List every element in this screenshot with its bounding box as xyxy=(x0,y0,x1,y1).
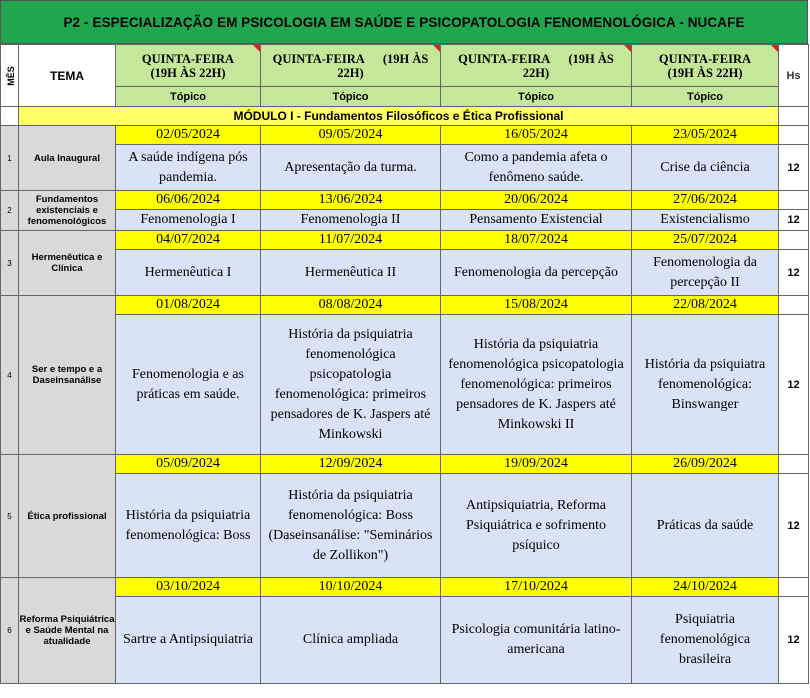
date-cell: 05/09/2024 xyxy=(116,455,261,474)
hours-cell: 12 xyxy=(779,250,809,296)
date-cell: 25/07/2024 xyxy=(632,231,779,250)
month-number: 3 xyxy=(1,231,19,296)
month-number: 2 xyxy=(1,191,19,231)
hs-spacer xyxy=(779,191,809,210)
date-cell: 13/06/2024 xyxy=(261,191,441,210)
theme-cell: Reforma Psiquiátrica e Saúde Mental na atualidade xyxy=(19,578,116,684)
module-spacer xyxy=(779,107,809,126)
hs-spacer xyxy=(779,578,809,597)
hs-spacer xyxy=(779,296,809,315)
theme-cell: Fundamentos existenciais e fenomenológicos xyxy=(19,191,116,231)
topic-cell: Fenomenologia da percepção II xyxy=(632,250,779,296)
schedule-table xyxy=(0,44,809,684)
hs-spacer xyxy=(779,231,809,250)
date-cell: 20/06/2024 xyxy=(441,191,632,210)
topic-cell: Psicologia comunitária latino-americana xyxy=(441,597,632,684)
date-cell: 26/09/2024 xyxy=(632,455,779,474)
header-topic: Tópico xyxy=(632,87,779,107)
date-cell: 27/06/2024 xyxy=(632,191,779,210)
header-day-1: QUINTA-FEIRA (19H ÀS 22H) xyxy=(116,45,261,87)
topic-cell: História da psiquiatria fenomenológica: Boss xyxy=(116,474,261,578)
topic-cell: Fenomenologia da percepção xyxy=(441,250,632,296)
date-cell: 24/10/2024 xyxy=(632,578,779,597)
date-cell: 19/09/2024 xyxy=(441,455,632,474)
theme-cell: Ética profissional xyxy=(19,455,116,578)
month-number: 4 xyxy=(1,296,19,455)
date-cell: 17/10/2024 xyxy=(441,578,632,597)
date-cell: 09/05/2024 xyxy=(261,126,441,145)
month-number: 1 xyxy=(1,126,19,191)
topic-cell: Sartre a Antipsiquiatria xyxy=(116,597,261,684)
date-cell: 12/09/2024 xyxy=(261,455,441,474)
date-cell: 22/08/2024 xyxy=(632,296,779,315)
theme-cell: Aula Inaugural xyxy=(19,126,116,191)
hs-spacer xyxy=(779,126,809,145)
date-cell: 06/06/2024 xyxy=(116,191,261,210)
topic-cell: Apresentação da turma. xyxy=(261,145,441,191)
topic-cell: Hermenêutica II xyxy=(261,250,441,296)
header-mes: MÊS xyxy=(1,45,19,107)
topic-cell: Clínica ampliada xyxy=(261,597,441,684)
topic-cell: A saúde indígena pós pandemia. xyxy=(116,145,261,191)
topic-cell: História da psiquiatria fenomenológica psicopatologia fenomenológica: primeiros pensadores de K. Jaspers até Minkowski II xyxy=(441,315,632,455)
topic-cell: História da psiquiatra fenomenológica: Binswanger xyxy=(632,315,779,455)
header-tema: TEMA xyxy=(19,45,116,107)
theme-cell: Hermenêutica e Clínica xyxy=(19,231,116,296)
header-hs: Hs xyxy=(779,45,809,107)
date-cell: 23/05/2024 xyxy=(632,126,779,145)
topic-cell: Antipsiquiatria, Reforma Psiquiátrica e sofrimento psíquico xyxy=(441,474,632,578)
date-cell: 03/10/2024 xyxy=(116,578,261,597)
date-cell: 01/08/2024 xyxy=(116,296,261,315)
hours-cell: 12 xyxy=(779,597,809,684)
month-number: 6 xyxy=(1,578,19,684)
topic-cell: Fenomenologia I xyxy=(116,210,261,231)
topic-cell: Como a pandemia afeta o fenômeno saúde. xyxy=(441,145,632,191)
topic-cell: Hermenêutica I xyxy=(116,250,261,296)
topic-cell: Crise da ciência xyxy=(632,145,779,191)
theme-cell: Ser e tempo e a Daseinsanálise xyxy=(19,296,116,455)
topic-cell: Existencialismo xyxy=(632,210,779,231)
topic-cell: Práticas da saúde xyxy=(632,474,779,578)
date-cell: 16/05/2024 xyxy=(441,126,632,145)
page-title: P2 - ESPECIALIZAÇÃO EM PSICOLOGIA EM SAÚDE E PSICOPATOLOGIA FENOMENOLÓGICA - NUCAFE xyxy=(0,0,808,44)
hours-cell: 12 xyxy=(779,210,809,231)
hours-cell: 12 xyxy=(779,474,809,578)
header-day-3: QUINTA-FEIRA (19H ÀS 22H) xyxy=(441,45,632,87)
date-cell: 10/10/2024 xyxy=(261,578,441,597)
module-spacer xyxy=(1,107,19,126)
month-number: 5 xyxy=(1,455,19,578)
header-topic: Tópico xyxy=(116,87,261,107)
date-cell: 04/07/2024 xyxy=(116,231,261,250)
date-cell: 08/08/2024 xyxy=(261,296,441,315)
date-cell: 15/08/2024 xyxy=(441,296,632,315)
topic-cell: Psiquiatria fenomenológica brasileira xyxy=(632,597,779,684)
topic-cell: Pensamento Existencial xyxy=(441,210,632,231)
topic-cell: História da psiquiatria fenomenológica: Boss (Daseinsanálise: "Seminários de Zollikon") xyxy=(261,474,441,578)
topic-cell: Fenomenologia II xyxy=(261,210,441,231)
hours-cell: 12 xyxy=(779,315,809,455)
date-cell: 18/07/2024 xyxy=(441,231,632,250)
header-topic: Tópico xyxy=(261,87,441,107)
header-day-2: QUINTA-FEIRA (19H ÀS 22H) xyxy=(261,45,441,87)
header-topic: Tópico xyxy=(441,87,632,107)
date-cell: 02/05/2024 xyxy=(116,126,261,145)
hours-cell: 12 xyxy=(779,145,809,191)
hs-spacer xyxy=(779,455,809,474)
date-cell: 11/07/2024 xyxy=(261,231,441,250)
topic-cell: História da psiquiatria fenomenológica psicopatologia fenomenológica: primeiros pensadores de K. Jaspers até Minkowski xyxy=(261,315,441,455)
topic-cell: Fenomenologia e as práticas em saúde. xyxy=(116,315,261,455)
header-day-4: QUINTA-FEIRA (19H ÀS 22H) xyxy=(632,45,779,87)
module-title: MÓDULO I - Fundamentos Filosóficos e Ética Profissional xyxy=(19,107,779,126)
